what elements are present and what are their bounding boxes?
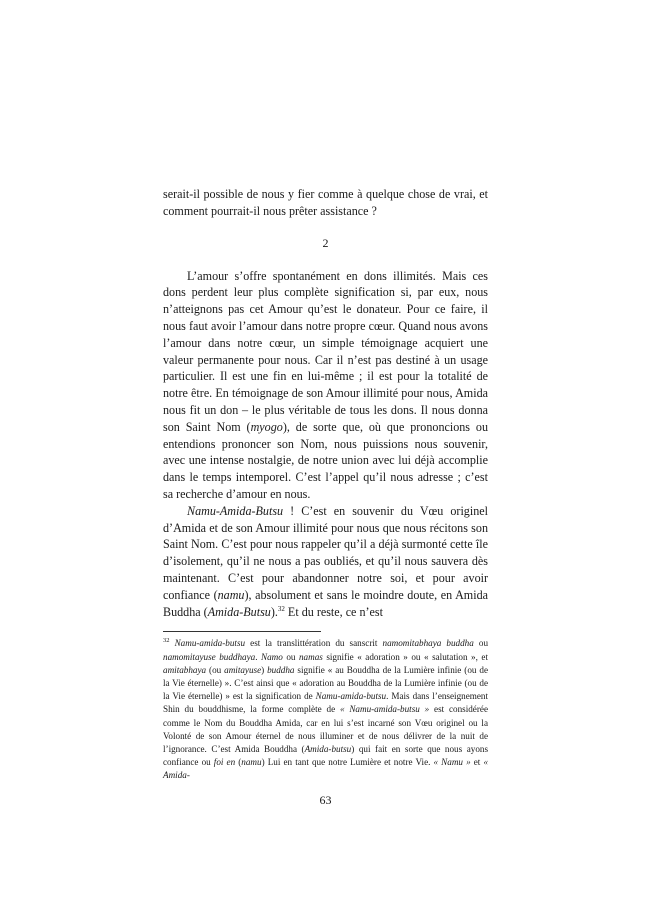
text-run: ) Lui en tant que notre Lumière et notre Vie. — [261, 757, 434, 768]
text-run: . — [255, 651, 262, 662]
italic-term: namomitabhaya buddha — [382, 638, 474, 649]
italic-term: Namu-Amida-Butsu — [187, 503, 284, 518]
text-run: signifie « adoration » ou « salutation », et — [322, 651, 488, 662]
italic-term: namas — [298, 651, 323, 662]
text-run: . Mais dans l’enseignement Shin du bouddhisme, la forme complète de — [163, 691, 488, 715]
footnote-separator — [163, 631, 321, 632]
text-run: Et du reste, ce n’est — [284, 604, 383, 619]
italic-term: Namu-amida-butsu — [174, 638, 246, 649]
italic-term: foi en — [213, 757, 236, 768]
section-number: 2 — [322, 235, 329, 250]
text-run: est considérée comme le Nom du Bouddha Amida, car en lui s’est incarné son Vœu originel ou la Volonté de son Amour éternel de nous illuminer et de nous délivrer de la nuit de l’ignorance. C’est Amida Bouddha ( — [163, 704, 489, 754]
italic-term: buddha — [267, 664, 295, 675]
text-run: ) qui fait en sorte que nous ayons confiance ou — [163, 743, 488, 768]
text-block — [163, 186, 488, 808]
italic-term: Amida-Butsu — [207, 604, 271, 619]
paragraph-love-gifts — [163, 268, 488, 503]
paragraph-namu-amida-butsu — [163, 503, 488, 621]
text-run: ou — [282, 651, 299, 662]
footnote-32 — [163, 637, 488, 782]
text-run: ). — [270, 604, 278, 619]
text-run: ! C’est en souvenir du Vœu originel d’Amida et de son Amour illimité pour nous que nous récitons son Saint Nom. C’est pour nous rappeler qu’il a déjà surmonté cette île d’isolement, qu’il ne nous a pas oubliés, et qu’il nous sauvera dès maintenant. C’est pour abandonner notre soi, et pour avoir confiance ( — [163, 503, 488, 602]
text-run: ( — [235, 757, 242, 768]
italic-term: namu — [217, 587, 245, 602]
text-run: L’amour s’offre spontanément en dons illimités. Mais ces dons perdent leur plus complète signification si, par eux, nous n’atteignons pas cet Amour qu’est le donateur. Pour ce faire, il nous faut avoir l’amour dans notre propre cœur. Quand nous avons l’amour dans notre cœur, un simple témoignage acquiert une valeur permanente pour nous. Car il n’est pas destiné à un usage particulier. Il est une fin en lui-même ; il est pour la totalité de notre être. En témoignage de son Amour illimité pour nous, Amida nous fit un don – le plus véritable de tous les dons. Il nous donna son Saint Nom ( — [163, 268, 488, 434]
text-run: ) — [261, 664, 268, 675]
text-run: signifie « au Bouddha de la Lumière infinie (ou de la Vie éternelle) ». C’est ainsi que « adoration au Bouddha de la Lumière infinie (ou de la Vie éternelle) » est la signification de — [163, 664, 488, 702]
footnote-ref: 32 — [163, 637, 170, 645]
text-run: et — [470, 757, 484, 768]
page-number: 63 — [319, 792, 332, 807]
text-run: (ou — [206, 664, 225, 675]
italic-term: amitabhaya — [163, 664, 207, 675]
text-run: ), absolument et sans le moindre doute, en Amida Buddha ( — [163, 587, 488, 619]
italic-term: Namo — [261, 651, 283, 662]
italic-term: namu — [241, 757, 262, 768]
italic-term: amitayuse — [224, 664, 262, 675]
italic-term: Namu-amida-butsu — [315, 691, 387, 702]
italic-term: myogo — [250, 419, 283, 434]
italic-term: namomitayuse buddhaya — [163, 651, 256, 662]
italic-term: « Namu » — [433, 757, 471, 768]
italic-term: Amida-butsu — [304, 743, 352, 754]
italic-term: « Namu-amida-butsu » — [339, 704, 430, 715]
text-run: ), de sorte que, où que prononcions ou entendions prononcer son Nom, nous puissions nous souvenir, avec une intense nostalgie, de notre union avec lui déjà accomplie dans le temps intemporel. C’est l’appel qu’il nous adresse ; c’est sa recherche d’amour en nous. — [163, 419, 489, 501]
footnote-ref: 32 — [277, 604, 285, 613]
italic-term: « Amida- — [163, 757, 489, 781]
continuation-paragraph: serait-il possible de nous y fier comme à quelque chose de vrai, et comment pourrait-il nous prêter assistance ? — [163, 187, 488, 218]
text-run: est la translittération du sanscrit — [245, 638, 383, 649]
text-run: ou — [473, 638, 489, 649]
